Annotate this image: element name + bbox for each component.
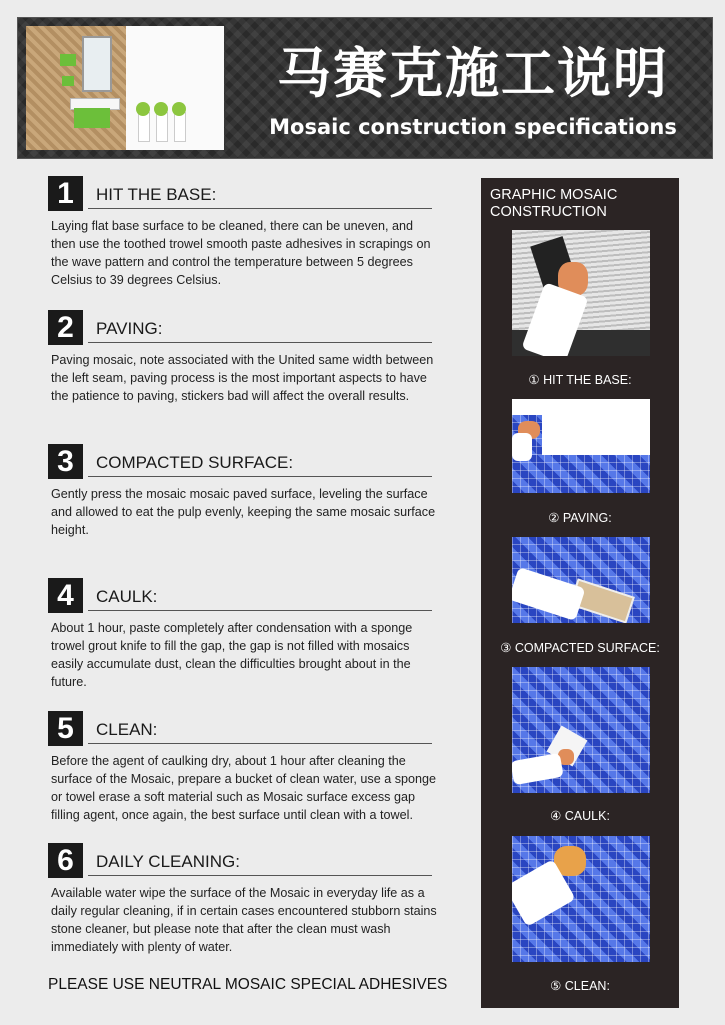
step-3-image — [512, 537, 650, 623]
step-5-image — [512, 836, 650, 962]
footer-note: PLEASE USE NEUTRAL MOSAIC SPECIAL ADHESIVES — [48, 976, 448, 993]
vase — [174, 112, 186, 142]
step-body: Available water wipe the surface of the Mosaic in everyday life as a daily regular cleaning, if in certain cases encountered stubborn stains stone cleaner, but please note that after the clean must wash immediately with plenty of water. — [51, 886, 437, 954]
step-body: Paving mosaic, note associated with the United same width between the left seam, paving process is the most important aspects to have the patience to paving, stickers bad will affect the overall results. — [51, 353, 434, 403]
sidebar-caption: ③ COMPACTED SURFACE: — [500, 641, 660, 655]
step-number: 3 — [48, 444, 83, 479]
step-title: HIT THE BASE: — [96, 185, 217, 204]
plant — [136, 102, 150, 116]
step-title: DAILY CLEANING: — [96, 852, 240, 871]
divider — [88, 743, 432, 744]
step-body: About 1 hour, paste completely after condensation with a sponge trowel grout knife to fill the gap, the gap is not filled with mosaics easily accumulate dust, clean the difficulties brought about in the future. — [51, 621, 413, 689]
step-title: COMPACTED SURFACE: — [96, 453, 294, 472]
graphic-sidebar — [481, 178, 679, 1008]
step-body: Gently press the mosaic mosaic paved surface, leveling the surface and allowed to eat the pulp evenly, keeping the same mosaic surface height. — [51, 487, 436, 537]
step-number: 6 — [48, 843, 83, 878]
vase — [138, 112, 150, 142]
arm — [512, 753, 564, 785]
step-2-image — [512, 399, 650, 493]
mirror — [82, 36, 112, 92]
arm — [512, 567, 586, 621]
sidebar-caption: ④ CAULK: — [550, 809, 610, 823]
shelf — [60, 54, 76, 66]
step-body: Before the agent of caulking dry, about 1 hour after cleaning the surface of the Mosaic, prepare a bucket of clean water, use a sponge or towel erase a soft material such as Mosaic surface excess gap filling agent, once again, the best surface until clean with a towel. — [51, 754, 437, 822]
divider — [88, 208, 432, 209]
step-number: 1 — [48, 176, 83, 211]
plant — [172, 102, 186, 116]
shelf — [62, 76, 74, 86]
step-1-image — [512, 230, 650, 356]
plant — [154, 102, 168, 116]
divider — [88, 476, 432, 477]
step-title: CLEAN: — [96, 720, 158, 739]
step-number: 5 — [48, 711, 83, 746]
arm — [512, 433, 532, 461]
vase — [156, 112, 168, 142]
step-number: 4 — [48, 578, 83, 613]
divider — [88, 875, 432, 876]
step-title: CAULK: — [96, 587, 158, 606]
bathroom-photo — [26, 26, 224, 150]
title-chinese: 马赛克施工说明 — [277, 42, 669, 105]
step-body: Laying flat base surface to be cleaned, there can be uneven, and then use the toothed trowel smooth paste adhesives in scrapings on the wave pattern and control the temperature between 5 degrees Celsius to 39 degrees Celsius. — [51, 219, 431, 287]
header-banner — [17, 17, 713, 159]
mosaic-sheet — [512, 455, 650, 493]
sidebar-caption: ⑤ CLEAN: — [550, 979, 610, 993]
sidebar-caption: ① HIT THE BASE: — [528, 373, 632, 387]
step-title: PAVING: — [96, 319, 163, 338]
divider — [88, 342, 432, 343]
step-4-image — [512, 667, 650, 793]
divider — [88, 610, 432, 611]
sidebar-title: GRAPHIC MOSAIC CONSTRUCTION — [490, 187, 618, 220]
cabinet — [74, 108, 110, 128]
step-number: 2 — [48, 310, 83, 345]
sidebar-caption: ② PAVING: — [548, 511, 612, 525]
title-english: Mosaic construction specifications — [269, 115, 677, 139]
